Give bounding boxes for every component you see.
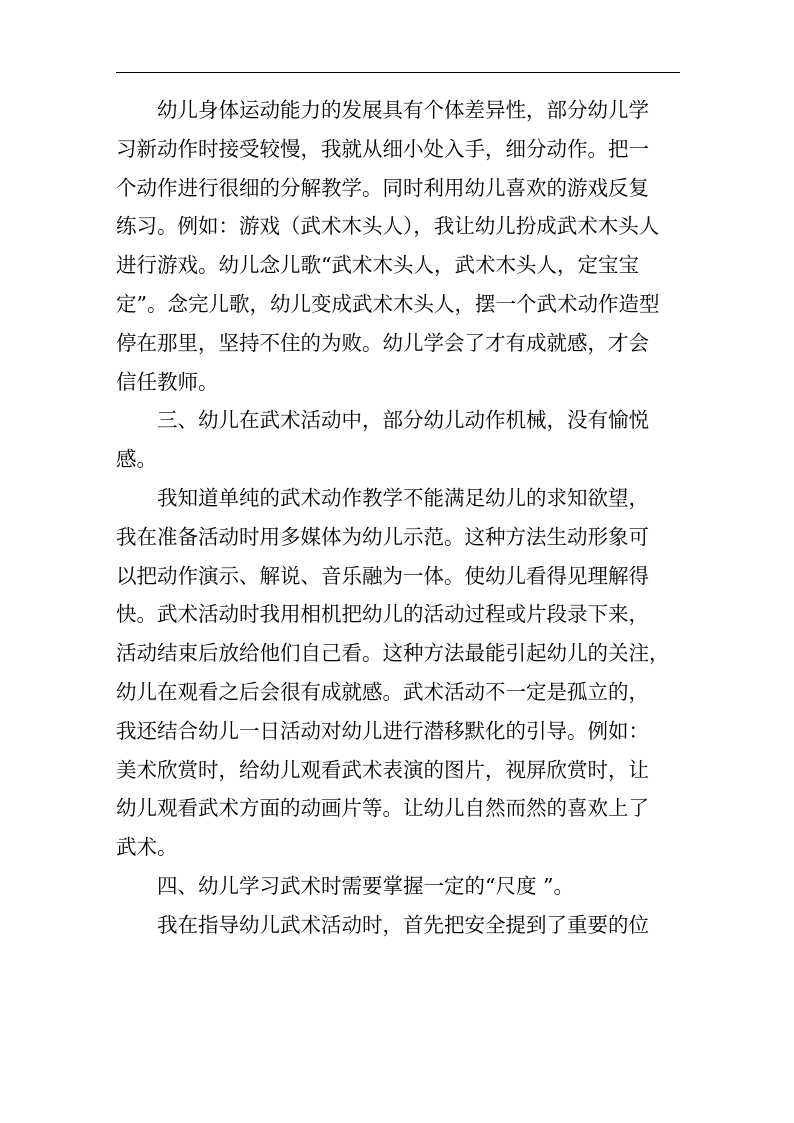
- text-line: 幼儿身体运动能力的发展具有个体差异性，部分幼儿学: [157, 98, 649, 122]
- text-line: 信任教师。: [116, 369, 219, 394]
- section-heading-four: 四、幼儿学习武术时需要掌握一定的“尺度 ”。: [157, 873, 574, 898]
- header-rule: [116, 72, 680, 73]
- text-line: 个动作进行很细的分解教学。同时利用幼儿喜欢的游戏反复: [116, 175, 649, 200]
- text-line: 定”。念完儿歌，幼儿变成武术木头人，摆一个武术动作造型: [116, 291, 660, 316]
- text-line: 习新动作时接受较慢，我就从细小处入手，细分动作。把一: [116, 136, 649, 161]
- text-line: 美术欣赏时，给幼儿观看武术表演的图片，视屏欣赏时，让: [116, 757, 649, 782]
- text-line: 以把动作演示、解说、音乐融为一体。使幼儿看得见理解得: [116, 563, 649, 588]
- text-line: 幼儿观看武术方面的动画片等。让幼儿自然而然的喜欢上了: [116, 796, 649, 821]
- text-line: 我在准备活动时用多媒体为幼儿示范。这种方法生动形象可: [116, 524, 649, 549]
- text-line: 进行游戏。幼儿念儿歌“武术木头人，武术木头人，定宝宝: [116, 253, 639, 278]
- text-line: 感。: [116, 447, 157, 472]
- text-line: 活动结束后放给他们自己看。这种方法最能引起幼儿的关注，: [116, 641, 670, 666]
- text-line: 幼儿在观看之后会很有成就感。武术活动不一定是孤立的，: [116, 679, 649, 704]
- text-line: 停在那里，坚持不住的为败。幼儿学会了才有成就感，才会: [116, 330, 649, 355]
- section-heading-three: 三、幼儿在武术活动中，部分幼儿动作机械，没有愉悦: [157, 408, 649, 433]
- text-line: 我知道单纯的武术动作教学不能满足幼儿的求知欲望，: [157, 485, 649, 510]
- text-line: 练习。例如：游戏（武术木头人），我让幼儿扮成武术木头人: [116, 214, 660, 239]
- text-line: 我还结合幼儿一日活动对幼儿进行潜移默化的引导。例如：: [116, 718, 649, 743]
- text-line: 武术。: [116, 835, 178, 860]
- text-line: 我在指导幼儿武术活动时，首先把安全提到了重要的位: [157, 912, 649, 937]
- text-line: 快。武术活动时我用相机把幼儿的活动过程或片段录下来，: [116, 602, 649, 627]
- document-body: [116, 91, 680, 945]
